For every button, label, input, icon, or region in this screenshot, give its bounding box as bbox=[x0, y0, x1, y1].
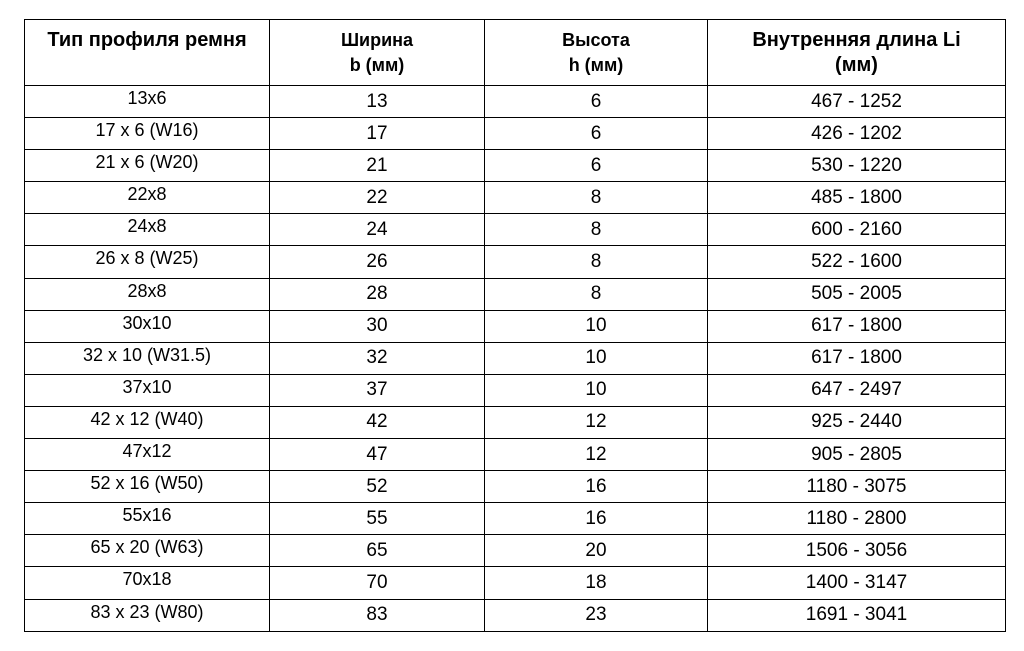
cell-width: 13 bbox=[270, 86, 485, 118]
table-row bbox=[25, 503, 1006, 535]
cell-height: 10 bbox=[485, 342, 708, 374]
cell-width: 42 bbox=[270, 406, 485, 438]
table-row bbox=[25, 86, 1006, 118]
header-width bbox=[270, 20, 485, 86]
table-row bbox=[25, 599, 1006, 631]
table-row bbox=[25, 535, 1006, 567]
cell-width: 30 bbox=[270, 310, 485, 342]
cell-width: 55 bbox=[270, 503, 485, 535]
table-row bbox=[25, 439, 1006, 471]
cell-height: 12 bbox=[485, 406, 708, 438]
cell-inner-length: 522 - 1600 bbox=[708, 246, 1006, 278]
cell-profile-type: 42 x 12 (W40) bbox=[25, 406, 270, 438]
header-profile-type bbox=[25, 20, 270, 86]
cell-width: 37 bbox=[270, 374, 485, 406]
cell-inner-length: 1691 - 3041 bbox=[708, 599, 1006, 631]
table-row bbox=[25, 214, 1006, 246]
cell-width: 70 bbox=[270, 567, 485, 599]
cell-width: 47 bbox=[270, 439, 485, 471]
cell-height: 6 bbox=[485, 86, 708, 118]
cell-profile-type: 22x8 bbox=[25, 182, 270, 214]
cell-inner-length: 905 - 2805 bbox=[708, 439, 1006, 471]
header-height-label: Высота bbox=[562, 29, 630, 50]
table-row bbox=[25, 342, 1006, 374]
header-inner-length bbox=[708, 20, 1006, 86]
cell-profile-type: 13x6 bbox=[25, 86, 270, 118]
cell-height: 8 bbox=[485, 182, 708, 214]
cell-height: 6 bbox=[485, 150, 708, 182]
cell-inner-length: 647 - 2497 bbox=[708, 374, 1006, 406]
cell-inner-length: 1180 - 3075 bbox=[708, 471, 1006, 503]
table-row bbox=[25, 118, 1006, 150]
cell-inner-length: 925 - 2440 bbox=[708, 406, 1006, 438]
cell-inner-length: 467 - 1252 bbox=[708, 86, 1006, 118]
cell-profile-type: 30x10 bbox=[25, 310, 270, 342]
table-row bbox=[25, 278, 1006, 310]
cell-width: 83 bbox=[270, 599, 485, 631]
cell-height: 8 bbox=[485, 214, 708, 246]
cell-height: 10 bbox=[485, 310, 708, 342]
cell-width: 24 bbox=[270, 214, 485, 246]
cell-inner-length: 1400 - 3147 bbox=[708, 567, 1006, 599]
cell-height: 20 bbox=[485, 535, 708, 567]
belt-profile-table bbox=[24, 19, 1006, 632]
cell-profile-type: 70x18 bbox=[25, 567, 270, 599]
cell-profile-type: 52 x 16 (W50) bbox=[25, 471, 270, 503]
cell-height: 23 bbox=[485, 599, 708, 631]
cell-width: 52 bbox=[270, 471, 485, 503]
cell-profile-type: 28x8 bbox=[25, 278, 270, 310]
cell-profile-type: 24x8 bbox=[25, 214, 270, 246]
cell-profile-type: 17 x 6 (W16) bbox=[25, 118, 270, 150]
cell-width: 17 bbox=[270, 118, 485, 150]
header-height bbox=[485, 20, 708, 86]
cell-profile-type: 37x10 bbox=[25, 374, 270, 406]
cell-profile-type: 32 x 10 (W31.5) bbox=[25, 342, 270, 374]
table-row bbox=[25, 374, 1006, 406]
cell-profile-type: 47x12 bbox=[25, 439, 270, 471]
cell-inner-length: 1506 - 3056 bbox=[708, 535, 1006, 567]
cell-height: 18 bbox=[485, 567, 708, 599]
cell-width: 65 bbox=[270, 535, 485, 567]
table-row bbox=[25, 150, 1006, 182]
cell-height: 10 bbox=[485, 374, 708, 406]
cell-height: 16 bbox=[485, 503, 708, 535]
cell-inner-length: 505 - 2005 bbox=[708, 278, 1006, 310]
header-height-unit: h (мм) bbox=[568, 54, 624, 75]
cell-height: 8 bbox=[485, 278, 708, 310]
cell-inner-length: 617 - 1800 bbox=[708, 342, 1006, 374]
cell-height: 8 bbox=[485, 246, 708, 278]
cell-profile-type: 55x16 bbox=[25, 503, 270, 535]
cell-inner-length: 617 - 1800 bbox=[708, 310, 1006, 342]
header-profile-type-label: Тип профиля ремня bbox=[47, 29, 247, 51]
cell-inner-length: 600 - 2160 bbox=[708, 214, 1006, 246]
cell-width: 22 bbox=[270, 182, 485, 214]
cell-profile-type: 83 x 23 (W80) bbox=[25, 599, 270, 631]
header-width-unit: b (мм) bbox=[349, 54, 405, 75]
table-body bbox=[25, 86, 1006, 632]
cell-height: 12 bbox=[485, 439, 708, 471]
cell-profile-type: 26 x 8 (W25) bbox=[25, 246, 270, 278]
table-row bbox=[25, 182, 1006, 214]
cell-inner-length: 426 - 1202 bbox=[708, 118, 1006, 150]
table-row bbox=[25, 406, 1006, 438]
header-inner-length-unit: (мм) bbox=[835, 53, 878, 76]
cell-inner-length: 1180 - 2800 bbox=[708, 503, 1006, 535]
header-inner-length-label: Внутренняя длина Li bbox=[752, 28, 961, 51]
cell-width: 32 bbox=[270, 342, 485, 374]
table-row bbox=[25, 246, 1006, 278]
cell-profile-type: 21 x 6 (W20) bbox=[25, 150, 270, 182]
table-row bbox=[25, 567, 1006, 599]
table-header-row bbox=[25, 20, 1006, 86]
cell-inner-length: 530 - 1220 bbox=[708, 150, 1006, 182]
table-row bbox=[25, 471, 1006, 503]
cell-height: 16 bbox=[485, 471, 708, 503]
cell-width: 26 bbox=[270, 246, 485, 278]
table-row bbox=[25, 310, 1006, 342]
header-width-label: Ширина bbox=[340, 29, 414, 50]
cell-width: 21 bbox=[270, 150, 485, 182]
cell-height: 6 bbox=[485, 118, 708, 150]
cell-inner-length: 485 - 1800 bbox=[708, 182, 1006, 214]
cell-width: 28 bbox=[270, 278, 485, 310]
cell-profile-type: 65 x 20 (W63) bbox=[25, 535, 270, 567]
